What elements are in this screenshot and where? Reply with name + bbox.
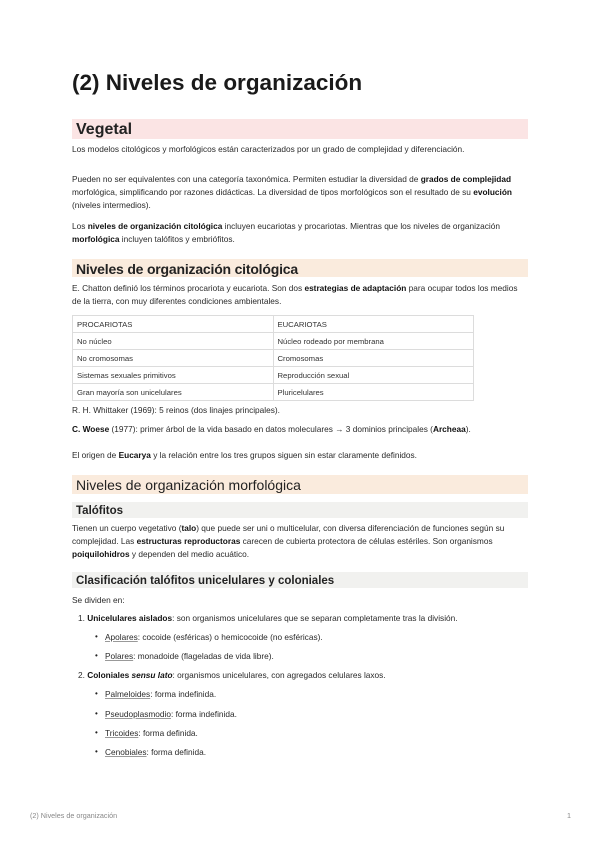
table-cell: PROCARIOTAS (73, 316, 274, 333)
bullet-dot-icon: • (95, 728, 98, 737)
table-row (73, 350, 474, 367)
bullet-dot-icon: • (95, 632, 98, 641)
vegetal-paragraph-3: Los niveles de organización citológica incluyen eucariotas y procariotas. Mientras que los niveles de organización morfológica incluyen talófitos y embriófitos. (72, 221, 500, 244)
table-cell: Cromosomas (273, 350, 474, 367)
table-cell: Gran mayoría son unicelulares (73, 384, 274, 401)
table-cell: No núcleo (73, 333, 274, 350)
bullet-dot-icon: • (95, 651, 98, 660)
table-row (73, 333, 474, 350)
bullet-dot-icon: • (95, 747, 98, 756)
table-row (73, 384, 474, 401)
heading-citologica: Niveles de organización citológica (72, 259, 528, 277)
table-cell: No cromosomas (73, 350, 274, 367)
talofitos-paragraph: Tienen un cuerpo vegetativo (talo) que puede ser uni o multicelular, con diversa diferenciación de funciones según su complejidad. Las estructuras reproductoras carecen de cubierta protectora de células estériles. Son organismos poiquilohidros y dependen del medio acuático. (72, 523, 505, 559)
table-cell: Núcleo rodeado por membrana (273, 333, 474, 350)
vegetal-paragraph-2: Pueden no ser equivalentes con una categoría taxonómica. Permiten estudiar la diversidad de grados de complejidad morfológica, simplificando por razones didácticas. La diversidad de tipos morfológicos son el resultado de su evolución (niveles intermedios). (72, 174, 512, 210)
page-number: 1 (567, 811, 571, 820)
heading-morfologica: Niveles de organización morfológica (72, 475, 528, 494)
bullet-dot-icon: • (95, 709, 98, 718)
list-item: Palmeloides: forma indefinida. (105, 689, 217, 699)
list-item: 2. Coloniales sensu lato: organismos unicelulares, con agregados celulares laxos. (78, 670, 386, 680)
comparison-table (72, 315, 474, 401)
vegetal-paragraph-1: Los modelos citológicos y morfológicos están caracterizados por un grado de complejidad y diferenciación. (72, 144, 465, 154)
clasificacion-intro: Se dividen en: (72, 595, 125, 605)
list-item: 1. Unicelulares aislados: son organismos unicelulares que se separan completamente tras la división. (78, 613, 458, 623)
heading-clasificacion: Clasificación talófitos unicelulares y coloniales (72, 572, 528, 588)
table-cell: Pluricelulares (273, 384, 474, 401)
table-cell: EUCARIOTAS (273, 316, 474, 333)
citologica-paragraph: E. Chatton definió los términos procariota y eucariota. Son dos estrategias de adaptación para ocupar todos los medios de la tierra, con muy diferentes condiciones ambientales. (72, 283, 518, 306)
list-item: Polares: monadoide (flageladas de vida libre). (105, 651, 274, 661)
woese-note: C. Woese (1977): primer árbol de la vida basado en datos moleculares → 3 dominios principales (Archeaa). (72, 424, 471, 434)
table-cell: Sistemas sexuales primitivos (73, 367, 274, 384)
list-item: Tricoides: forma definida. (105, 728, 198, 738)
table-row (73, 316, 474, 333)
table-cell: Reproducción sexual (273, 367, 474, 384)
whittaker-note: R. H. Whittaker (1969): 5 reinos (dos linajes principales). (72, 405, 280, 415)
heading-talofitos: Talófitos (72, 502, 528, 518)
list-item: Cenobiales: forma definida. (105, 747, 207, 757)
list-item: Pseudoplasmodio: forma indefinida. (105, 709, 237, 719)
table-row (73, 367, 474, 384)
footer-title: (2) Niveles de organización (30, 811, 118, 820)
heading-vegetal: Vegetal (72, 119, 528, 139)
list-item: Apolares: cocoide (esféricas) o hemicocoide (no esféricas). (105, 632, 323, 642)
bullet-dot-icon: • (95, 689, 98, 698)
eucarya-note: El origen de Eucarya y la relación entre los tres grupos siguen sin estar claramente definidos. (72, 450, 417, 460)
page-title: (2) Niveles de organización (72, 70, 363, 95)
